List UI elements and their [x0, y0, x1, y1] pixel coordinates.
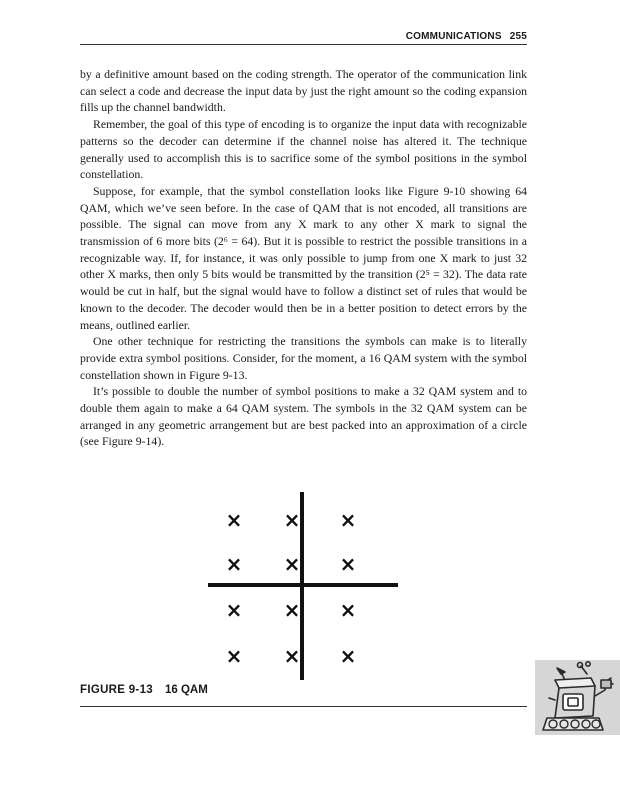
figure-label: FIGURE 9-13 [80, 684, 153, 696]
caption-divider [80, 706, 527, 707]
paragraph: One other technique for restricting the transitions the symbols can make is to literally provide extra symbol positions. Consider, for the moment, a 16 QAM system with the symbol constellation shown in Figure 9-13. [80, 334, 527, 382]
body-text [80, 66, 527, 450]
constellation-symbol-marker: × [339, 644, 357, 668]
constellation-symbol-marker: × [225, 508, 243, 532]
figure-title: 16 QAM [164, 684, 208, 696]
constellation-symbol-marker: × [225, 644, 243, 668]
constellation-symbol-marker: × [225, 598, 243, 622]
qam-constellation-figure [208, 492, 398, 682]
robot-mascot-icon [535, 660, 620, 735]
running-header-title: COMMUNICATIONS [405, 31, 502, 42]
constellation-symbol-marker: × [225, 552, 243, 576]
paragraph: by a definitive amount based on the coding strength. The operator of the communication link can select a code and decrease the input data by just the right amount so the coding expansion fills up the channel bandwidth. [80, 67, 527, 115]
qam-constellation-diagram [208, 492, 398, 682]
page-number: 255 [509, 31, 527, 42]
paragraph: Remember, the goal of this type of encoding is to organize the input data with recognizable patterns so the decoder can determine if the channel noise has altered it. The technique generally used to accomplish this is to sacrifice some of the symbol positions in the symbol constellation. [80, 117, 527, 182]
running-header [80, 31, 527, 42]
header-divider [80, 44, 527, 45]
paragraph: Suppose, for example, that the symbol constellation looks like Figure 9-10 showing 64 QAM, which we’ve seen before. In the case of QAM that is not encoded, all transitions are possible. The signal can move from any X mark to any other X mark to signal the transmission of 6 more bits (2⁶ = 64). But it is possible to restrict the possible transitions in a recognizable way. If, for instance, it was only possible to jump from one X mark to just 32 other X marks, then only 5 bits would be transmitted by the transition (2⁵ = 32). The data rate would be cut in half, but the signal would have to follow a distinct set of rules that would be known to the decoder. The decoder would then be in a better position to detect errors by the means, outlined earlier. [80, 183, 527, 332]
constellation-symbol-marker: × [339, 552, 357, 576]
constellation-symbol-marker: × [283, 508, 301, 532]
robot-mascot-graphic [535, 660, 620, 735]
constellation-symbol-marker: × [283, 552, 301, 576]
constellation-symbol-marker: × [339, 598, 357, 622]
constellation-symbol-marker: × [339, 508, 357, 532]
paragraph: It’s possible to double the number of symbol positions to make a 32 QAM system and to double them again to make a 64 QAM system. The symbols in the 32 QAM system can be arranged in any geometric arrangement but are best packed into an approximation of a circle (see Figure 9-14). [80, 384, 527, 449]
figure-caption [80, 684, 208, 696]
constellation-symbol-marker: × [283, 644, 301, 668]
constellation-symbol-marker: × [283, 598, 301, 622]
